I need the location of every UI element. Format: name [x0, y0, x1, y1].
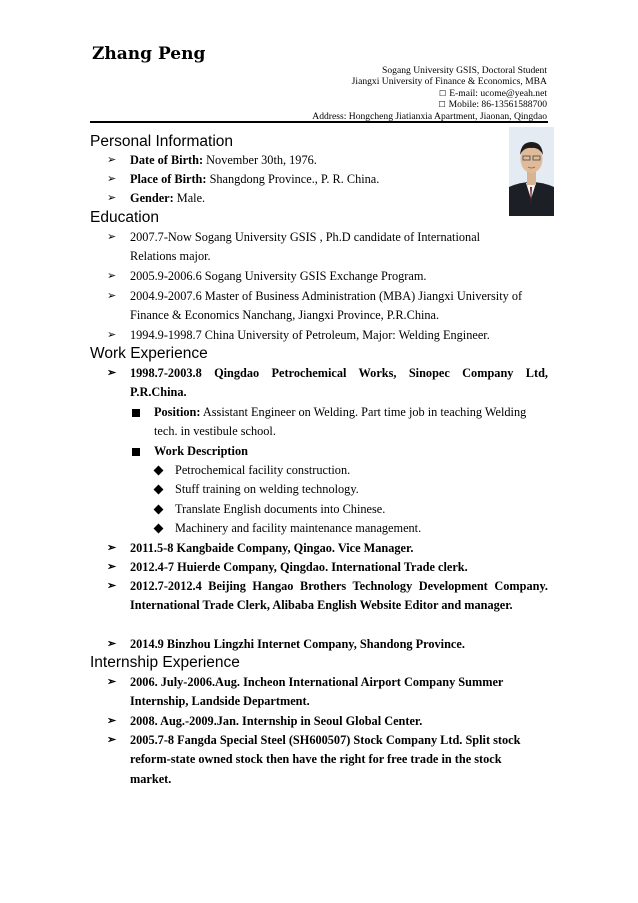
- job1-text: 1998.7-2003.8 Qingdao Petrochemical Works, Sinopec Company Ltd, P.R.China.: [130, 366, 548, 400]
- education-text: 2004.9-2007.6 Master of Business Administration (MBA) Jiangxi University of Finance & Economics Nanchang, Jiangxi Province, P.R.China.: [130, 289, 523, 323]
- work-description-item: [175, 500, 545, 519]
- work-description-text: Stuff training on welding technology.: [175, 482, 359, 496]
- work-item-text: 2012.4-7 Huierde Company, Qingdao. International Trade clerk.: [130, 560, 468, 574]
- education-item: [107, 287, 550, 326]
- email-icon: ☐: [439, 88, 447, 98]
- arrow-bullet-icon: ➢: [107, 290, 117, 302]
- work-description-text: Petrochemical facility construction.: [175, 463, 351, 477]
- candidate-name: Zhang Peng: [92, 44, 206, 64]
- education-text: 2005.9-2006.6 Sogang University GSIS Exchange Program.: [130, 269, 427, 283]
- internship-item: [107, 712, 528, 731]
- work-description-label: Work Description: [154, 444, 248, 458]
- diamond-bullet-icon: [154, 485, 164, 495]
- arrow-bullet-icon: ➢: [107, 329, 117, 341]
- position-label: Position:: [154, 405, 201, 419]
- work-item-text: 2011.5-8 Kangbaide Company, Qingao. Vice Manager.: [130, 541, 414, 555]
- work-description-heading: [154, 442, 549, 461]
- arrow-bullet-icon: ➢: [107, 270, 117, 282]
- profile-photo: [509, 127, 554, 216]
- education-text: 2007.7-Now Sogang University GSIS , Ph.D candidate of International Relations major.: [130, 230, 481, 264]
- arrow-bullet-icon: ➢: [107, 561, 117, 573]
- work-item: [107, 577, 548, 616]
- work-item: [107, 539, 548, 558]
- internship-text: 2008. Aug.-2009.Jan. Internship in Seoul Global Center.: [130, 714, 423, 728]
- work-description-text: Translate English documents into Chinese.: [175, 502, 386, 516]
- work-position: [154, 403, 549, 442]
- mobile-text: Mobile: 86-13561588700: [448, 99, 547, 111]
- arrow-bullet-icon: ➢: [107, 638, 117, 650]
- work-item-text: 2012.7-2012.4 Beijing Hangao Brothers Technology Development Company. International Trade Clerk, Alibaba English Website Editor and manager.: [130, 579, 548, 613]
- work-item: [107, 558, 548, 577]
- work-description-text: Machinery and facility maintenance management.: [175, 521, 422, 535]
- arrow-bullet-icon: ➢: [107, 580, 117, 592]
- square-bullet-icon: [132, 448, 140, 456]
- contact-line-5: Address: Hongcheng Jiatianxia Apartment, Jiaonan, Qingdao: [312, 110, 547, 122]
- arrow-bullet-icon: ➢: [107, 715, 117, 727]
- gender-value: Male.: [173, 191, 206, 205]
- contact-line-2: Jiangxi University of Finance & Economics, MBA: [351, 76, 547, 88]
- portrait-image: [509, 127, 554, 216]
- arrow-bullet-icon: ➢: [107, 154, 117, 166]
- email-text: E-mail: ucome@yeah.net: [449, 87, 547, 99]
- diamond-bullet-icon: [154, 505, 164, 515]
- dob-value: November 30th, 1976.: [203, 153, 317, 167]
- personal-item-dob: [107, 151, 500, 170]
- work-item-text: 2014.9 Binzhou Lingzhi Internet Company, Shandong Province.: [130, 637, 465, 651]
- square-bullet-icon: [132, 409, 140, 417]
- position-value: Assistant Engineer on Welding. Part time job in teaching Welding tech. in vestibule school.: [154, 405, 527, 439]
- diamond-bullet-icon: [154, 466, 164, 476]
- work-description-item: [175, 519, 545, 538]
- arrow-bullet-icon: ➢: [107, 231, 117, 243]
- arrow-bullet-icon: ➢: [107, 734, 117, 746]
- contact-line-1: Sogang University GSIS, Doctoral Student: [382, 65, 547, 76]
- education-item: [107, 267, 550, 286]
- pob-label: Place of Birth:: [130, 172, 207, 186]
- arrow-bullet-icon: ➢: [107, 676, 117, 688]
- diamond-bullet-icon: [154, 524, 164, 534]
- internship-item: [107, 731, 542, 789]
- contact-line-3: [247, 88, 547, 99]
- section-title-education: Education: [90, 209, 159, 226]
- work-item: [107, 635, 548, 654]
- personal-item-pob: [107, 170, 500, 189]
- education-item: [107, 228, 512, 267]
- arrow-bullet-icon: ➢: [107, 173, 117, 185]
- header-divider: [90, 121, 548, 123]
- internship-text: 2005.7-8 Fangda Special Steel (SH600507) Stock Company Ltd. Split stock reform-state owned stock then have the right for free trade in the stock market.: [130, 733, 521, 786]
- arrow-bullet-icon: ➢: [107, 192, 117, 204]
- education-item: [107, 326, 550, 345]
- arrow-bullet-icon: ➢: [107, 542, 117, 554]
- section-title-work: Work Experience: [90, 345, 208, 362]
- gender-label: Gender:: [130, 191, 174, 205]
- section-title-personal: Personal Information: [90, 133, 234, 150]
- internship-item: [107, 673, 528, 712]
- work-description-item: [175, 480, 545, 499]
- work-item-job1: [107, 364, 548, 403]
- dob-label: Date of Birth:: [130, 153, 204, 167]
- internship-text: 2006. July-2006.Aug. Incheon International Airport Company Summer Internship, Landside Department.: [130, 675, 504, 709]
- contact-block: [247, 65, 547, 122]
- work-description-item: [175, 461, 545, 480]
- personal-item-gender: [107, 189, 500, 208]
- section-title-internship: Internship Experience: [90, 654, 240, 671]
- education-text: 1994.9-1998.7 China University of Petroleum, Major: Welding Engineer.: [130, 328, 490, 342]
- phone-icon: ☐: [438, 100, 446, 110]
- contact-line-4: [247, 99, 547, 110]
- pob-value: Shangdong Province., P. R. China.: [206, 172, 380, 186]
- arrow-bullet-icon: ➢: [107, 367, 117, 379]
